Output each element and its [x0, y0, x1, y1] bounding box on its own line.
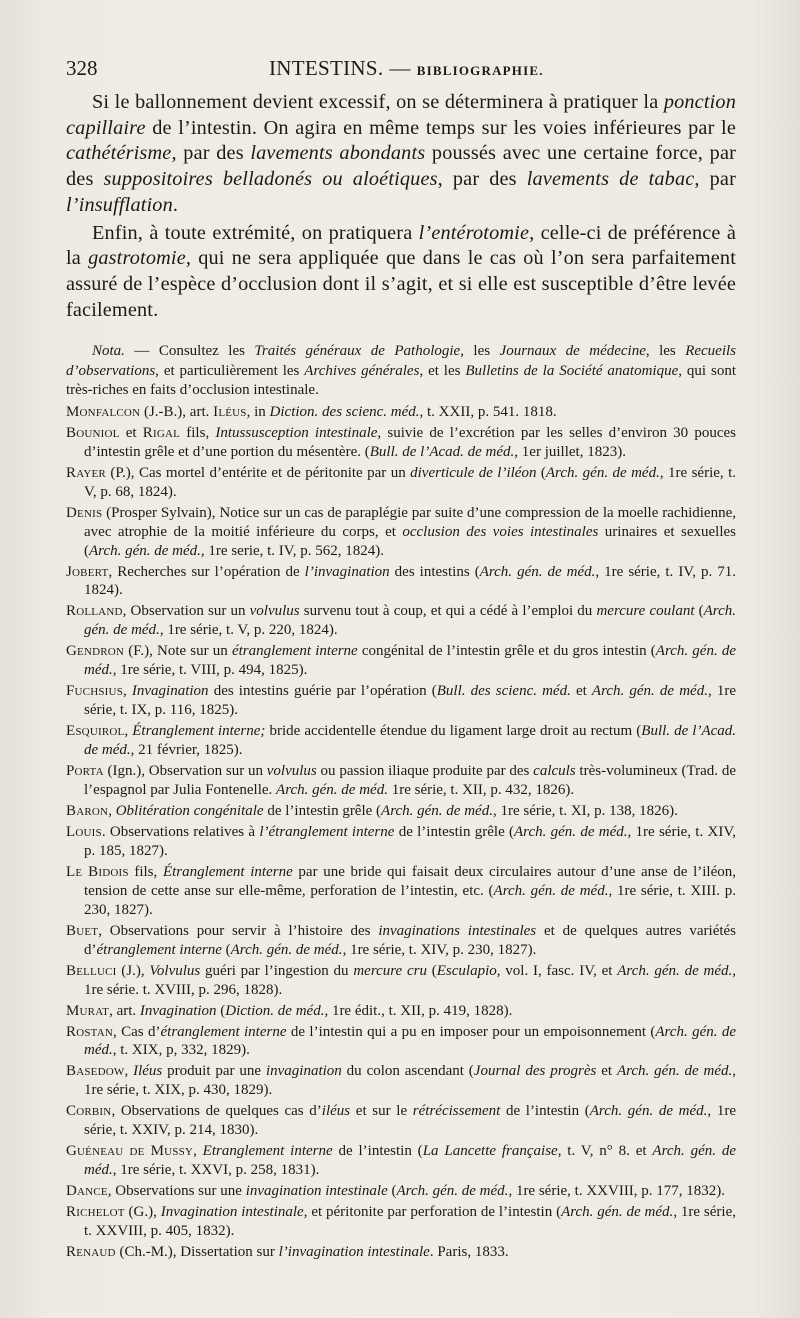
- author-name: Fuchsius: [66, 683, 124, 700]
- text-run: du colon ascendant (: [341, 1063, 474, 1080]
- text-run: , par des: [171, 142, 251, 165]
- running-title-subtitle: BIBLIOGRAPHIE.: [416, 63, 544, 78]
- italic-run: Arch. gén. de méd.: [84, 1023, 737, 1059]
- text-run: très-volumineux (Trad. de l’espagnol par Julia Fontenelle.: [84, 763, 736, 798]
- text-run: , les: [460, 343, 500, 360]
- italic-run: Etranglement interne: [202, 1143, 333, 1160]
- text-run: , t. V, n° 8. et: [557, 1143, 653, 1160]
- italic-run: Bulletins de la Société anatomique: [465, 362, 679, 379]
- italic-run: Arch. gén. de méd.: [230, 941, 343, 958]
- text-run: (: [387, 1183, 397, 1200]
- italic-run: Étranglement interne;: [132, 723, 266, 740]
- text-run: , t. XIX, p, 332, 1829).: [112, 1042, 250, 1059]
- text-run: (G.),: [124, 1204, 161, 1221]
- bibliography-list: [66, 403, 736, 1262]
- author-name: Gendron: [66, 643, 125, 660]
- author-name: Basedow: [66, 1063, 125, 1080]
- text-run: (: [426, 962, 437, 979]
- text-run: (Prosper Sylvain), Notice sur un cas de paraplégie par suite d’une compression de la moelle rachidienne, avec atrophie de la moitié inférieure du corps, et: [84, 504, 736, 540]
- running-title-main: INTESTINS.: [269, 56, 384, 80]
- text-run: ,: [193, 1143, 203, 1160]
- italic-run: l’invagination intestinale: [278, 1244, 430, 1261]
- italic-run: Arch. gén. de méd.: [396, 1183, 509, 1200]
- text-run: ,: [123, 683, 132, 700]
- text-run: , et particulièrement les: [155, 362, 305, 379]
- author-name: Porta: [66, 763, 104, 780]
- body-paragraph: [66, 90, 736, 219]
- italic-run: invagination intestinale: [245, 1183, 388, 1200]
- italic-run: l’entérotomie: [418, 221, 530, 244]
- italic-run: Diction. des scienc. méd.: [269, 403, 420, 420]
- text-run: , vol. I, fasc. IV, et: [496, 962, 618, 979]
- italic-run: l’invagination: [304, 563, 390, 580]
- text-run: (P.), Cas mortel d’entérite et de péritonite par un: [105, 464, 411, 481]
- text-run: , 1er juillet, 1823).: [514, 443, 626, 460]
- italic-run: Arch. gén. de méd.: [84, 603, 736, 639]
- italic-run: Oblitération congénitale: [115, 803, 264, 819]
- text-run: , 1re série, t. XXIV, p. 214, 1830).: [84, 1103, 736, 1139]
- bibliography-entry: [66, 762, 736, 800]
- italic-run: Invagination: [139, 1002, 217, 1019]
- italic-run: diverticule de l’iléon: [410, 464, 537, 481]
- text-run: de l’intestin. On agira en même temps sur les voies inférieures par le: [145, 116, 736, 139]
- author-name: Monfalcon: [66, 403, 141, 420]
- text-run: et de quelques autres variétés d’: [84, 922, 737, 958]
- text-run: (F.), Note sur un: [124, 643, 232, 660]
- italic-run: Invagination: [131, 683, 209, 700]
- page-number: 328: [66, 56, 98, 80]
- text-run: (J.-B.), art.: [140, 403, 214, 420]
- text-run: , 1re série. t. XVIII, p. 296, 1828).: [84, 962, 737, 998]
- italic-run: Arch. gén. de méd.: [84, 1143, 737, 1179]
- text-run: , par des: [437, 168, 527, 191]
- italic-run: Arch. gén. de méd.: [514, 824, 628, 840]
- text-run: , 1re série, t. IV, p. 71. 1824).: [84, 563, 736, 599]
- bibliography-entry: [66, 1002, 736, 1021]
- text-run: , 1re série, t. V, p. 68, 1824).: [84, 464, 736, 500]
- italic-run: Arch. gén. de méd.: [479, 563, 596, 580]
- italic-run: mercure cru: [353, 962, 427, 979]
- italic-run: l’insufflation: [66, 193, 173, 216]
- text-run: de l’intestin (: [332, 1143, 423, 1160]
- running-title: [269, 56, 544, 81]
- italic-run: Bull. de l’Acad. de méd.: [84, 723, 737, 759]
- italic-run: Arch. gén. de méd.: [381, 803, 493, 819]
- text-run: .: [172, 193, 179, 216]
- text-run: , in: [246, 403, 270, 420]
- italic-run: étranglement interne: [160, 1023, 287, 1040]
- italic-run: Étranglement interne: [162, 863, 293, 880]
- text-run: (: [216, 1002, 226, 1019]
- author-name: Esquirol: [66, 723, 125, 740]
- italic-run: iléus: [321, 1103, 351, 1120]
- text-run: , 1re série, t. XIV, p. 185, 1827).: [84, 824, 736, 859]
- author-name: Dance: [66, 1183, 108, 1200]
- text-run: , suivie de l’excrétion par les selles d’environ 30 pouces d’intestin grêle et d’une portion du mésentère. (: [84, 424, 736, 460]
- text-run: , 1re série, t. V, p. 220, 1824).: [159, 622, 338, 639]
- text-run: ,: [124, 723, 133, 740]
- text-run: (J.),: [116, 962, 150, 979]
- italic-run: cathétérisme: [66, 142, 172, 165]
- text-run: — Consultez les: [124, 343, 255, 360]
- running-title-dash: —: [389, 56, 411, 80]
- italic-run: Arch. gén. de méd.: [561, 1204, 674, 1221]
- author-name: Iléus: [213, 403, 247, 420]
- author-name: Jobert: [66, 563, 109, 580]
- page-header: [66, 56, 736, 84]
- author-name: Richelot: [66, 1204, 125, 1221]
- text-run: , par: [694, 168, 736, 191]
- bibliography-entry: [66, 802, 736, 821]
- text-run: . Observations relatives à: [101, 824, 260, 840]
- text-run: , art.: [109, 1002, 140, 1019]
- text-run: produit par une: [162, 1063, 266, 1080]
- text-run: et sur le: [350, 1103, 413, 1120]
- italic-run: Arch. gén. de méd.: [89, 542, 201, 559]
- author-name: Bouniol: [66, 424, 120, 441]
- text-run: par une bride qui faisait deux circulaires autour d’une anse de l’iléon, tension de cette anse sur elle-même, perforation de l’intestin, etc. (: [84, 863, 736, 899]
- italic-run: Invagination intestinale: [160, 1204, 304, 1221]
- text-run: , 1re série, t. XXVIII, p. 177, 1832).: [508, 1183, 726, 1200]
- bibliography-entry: [66, 863, 736, 920]
- bibliography-entry: [66, 642, 736, 680]
- italic-run: lavements de tabac: [526, 168, 695, 191]
- text-run: Enfin, à toute extrémité, on pratiquera: [92, 221, 419, 244]
- italic-run: Arch. gén. de méd.: [276, 782, 388, 798]
- text-run: , 1re série, t. VIII, p. 494, 1825).: [112, 662, 308, 679]
- text-run: fils,: [180, 424, 216, 441]
- text-run: ,: [108, 803, 116, 819]
- author-name: Buet: [66, 922, 99, 939]
- text-run: de l’intestin grêle (: [263, 803, 382, 819]
- bibliography-entry: [66, 823, 736, 861]
- italic-run: suppositoires belladonés ou aloétiques: [103, 168, 438, 191]
- italic-run: calculs: [533, 763, 576, 780]
- text-run: , Cas d’: [113, 1023, 161, 1040]
- text-run: , les: [645, 343, 686, 360]
- italic-run: Bull. des scienc. méd.: [436, 683, 571, 700]
- author-name: Corbin: [66, 1103, 112, 1120]
- italic-run: invaginations intestinales: [378, 922, 537, 939]
- italic-run: Recueils d’observations: [66, 343, 736, 379]
- text-run: fils,: [128, 863, 163, 880]
- bibliography-entry: [66, 1142, 736, 1180]
- italic-run: l’étranglement interne: [259, 824, 395, 840]
- text-run: , Observations de quelques cas d’: [111, 1103, 322, 1120]
- italic-run: volvulus: [266, 763, 317, 780]
- bibliography-entry: [66, 464, 736, 502]
- text-run: guéri par l’ingestion du: [200, 962, 354, 979]
- italic-run: Diction. de méd.: [225, 1002, 325, 1019]
- bibliography-entry: [66, 682, 736, 720]
- text-run: (: [221, 941, 231, 958]
- bibliography-entry: [66, 1243, 736, 1262]
- text-run: et: [596, 1063, 617, 1080]
- italic-run: Arch. gén. de méd.: [493, 882, 609, 899]
- bibliography-entry: [66, 1182, 736, 1201]
- author-name: Rolland: [66, 603, 123, 620]
- text-run: (: [536, 464, 546, 481]
- bibliography-entry: [66, 403, 736, 422]
- author-name: Murat: [66, 1002, 110, 1019]
- author-name: Rostan: [66, 1023, 113, 1040]
- text-run: (: [694, 603, 704, 620]
- italic-run: Journal des progrès: [473, 1063, 597, 1080]
- text-run: des intestins guérie par l’opération (: [208, 683, 437, 700]
- italic-run: Volvulus: [149, 962, 201, 979]
- author-name: Rayer: [66, 464, 106, 481]
- bibliography-entry: [66, 1062, 736, 1100]
- italic-run: Intussusception intestinale: [215, 424, 378, 441]
- italic-run: Iléus: [133, 1063, 163, 1080]
- italic-run: Esculapio: [436, 962, 497, 979]
- italic-run: Nota.: [92, 343, 125, 360]
- text-run: , 1re série, t. XXVI, p. 258, 1831).: [112, 1162, 320, 1179]
- text-run: , qui ne sera appliquée que dans le cas où l’on sera parfaitement assuré de l’espèce d’occlusion dont il s’agit, et si elle est susceptible d’être levée facilement.: [66, 247, 736, 321]
- text-run: de l’intestin grêle (: [394, 824, 514, 840]
- bibliography-entry: [66, 722, 736, 760]
- bibliography-entry: [66, 1203, 736, 1241]
- text-run: , 1re édit., t. XII, p. 419, 1828).: [324, 1002, 513, 1019]
- italic-run: Journaux de médecine: [499, 343, 646, 360]
- text-run: , 1re série, t. XIX, p. 430, 1829).: [84, 1063, 736, 1099]
- page-body: [66, 90, 736, 1264]
- bibliography-entry: [66, 424, 736, 462]
- author-name: Rigal: [142, 424, 181, 441]
- italic-run: invagination: [265, 1063, 342, 1080]
- italic-run: Arch. gén. de méd.: [616, 1063, 733, 1080]
- text-run: , Observations sur une: [107, 1183, 246, 1200]
- bibliography-entry: [66, 504, 736, 561]
- italic-run: mercure coulant: [596, 603, 695, 620]
- text-run: , 1re serie, t. IV, p. 562, 1824).: [200, 542, 384, 559]
- italic-run: Arch. gén. de méd.: [84, 643, 737, 679]
- author-name: Renaud: [66, 1244, 116, 1261]
- author-name: Denis: [66, 504, 103, 521]
- text-run: 1re série, t. XII, p. 432, 1826).: [387, 782, 575, 798]
- text-run: , t. XXII, p. 541. 1818.: [419, 403, 557, 420]
- italic-run: occlusion des voies intestinales: [402, 523, 599, 540]
- italic-run: Bull. de l’Acad. de méd.: [369, 443, 515, 460]
- italic-run: étranglement interne: [96, 941, 222, 958]
- text-run: . Paris, 1833.: [429, 1244, 509, 1261]
- text-run: ou passion iliaque produite par des: [316, 763, 534, 780]
- body-paragraph: [66, 221, 736, 324]
- italic-run: Arch. gén. de méd.: [617, 962, 733, 979]
- text-run: survenu tout à coup, et qui a cédé à l’emploi du: [299, 603, 597, 620]
- text-run: , Observations pour servir à l’histoire des: [98, 922, 379, 939]
- text-run: , celle-ci de préférence à la: [66, 221, 736, 270]
- text-run: urinaires et sexuelles (: [84, 523, 736, 559]
- italic-run: lavements abondants: [250, 142, 426, 165]
- italic-run: Arch. gén. de méd.: [589, 1103, 708, 1120]
- italic-run: gastrotomie: [88, 247, 186, 270]
- italic-run: Arch. gén. de méd.: [591, 683, 708, 700]
- text-run: , 1re série, t. XI, p. 138, 1826).: [492, 803, 678, 819]
- text-run: et: [119, 424, 143, 441]
- text-run: (Ch.-M.), Dissertation sur: [115, 1244, 279, 1261]
- bibliography-entry: [66, 1102, 736, 1140]
- italic-run: rétrécissement: [412, 1103, 501, 1120]
- text-run: , et les: [419, 362, 466, 379]
- author-name: Le Bidois: [66, 863, 129, 880]
- bibliography-entry: [66, 962, 736, 1000]
- text-run: de l’intestin qui a pu en imposer pour un empoisonnement (: [286, 1023, 656, 1040]
- italic-run: La Lancette française: [422, 1143, 558, 1160]
- author-name: Louis: [66, 824, 102, 840]
- author-name: Belluci: [66, 962, 117, 979]
- text-run: poussés avec une certaine force, par des: [66, 142, 736, 191]
- text-run: et: [570, 683, 592, 700]
- text-run: , 1re série, t. XIII. p. 230, 1827).: [84, 882, 736, 918]
- text-run: , Observation sur un: [122, 603, 250, 620]
- italic-run: Archives générales: [304, 362, 420, 379]
- italic-run: ponction capillaire: [66, 91, 736, 139]
- text-run: , 1re série, t. IX, p. 116, 1825).: [84, 683, 736, 719]
- author-name: Baron: [66, 803, 109, 819]
- text-run: des intestins (: [389, 563, 480, 580]
- text-run: congénital de l’intestin grêle et du gros intestin (: [357, 643, 656, 660]
- bibliography-entry: [66, 1023, 736, 1061]
- bibliography-entry: [66, 922, 736, 960]
- text-run: , 1re série, t. XIV, p. 230, 1827).: [342, 941, 537, 958]
- text-run: bride accidentelle étendue du ligament large droit au rectum (: [265, 723, 642, 740]
- text-run: , 21 février, 1825).: [130, 742, 243, 759]
- italic-run: étranglement interne: [231, 643, 358, 660]
- bibliography-entry: [66, 602, 736, 640]
- italic-run: Traités généraux de Pathologie: [254, 343, 461, 360]
- author-name: Guéneau de Mussy: [66, 1143, 194, 1160]
- text-run: , et péritonite par perforation de l’intestin (: [303, 1204, 562, 1221]
- bibliography-entry: [66, 563, 736, 601]
- nota-paragraph: [66, 342, 736, 400]
- text-run: Si le ballonnement devient excessif, on se déterminera à pratiquer la: [92, 91, 664, 113]
- text-run: (Ign.), Observation sur un: [103, 763, 267, 780]
- text-run: ,: [124, 1063, 134, 1080]
- text-run: , qui sont très-riches en faits d’occlusion intestinale.: [66, 362, 736, 398]
- italic-run: volvulus: [249, 603, 300, 620]
- text-run: de l’intestin (: [500, 1103, 590, 1120]
- text-run: , 1re série, t. XXVIII, p. 405, 1832).: [84, 1204, 736, 1240]
- italic-run: Arch. gén. de méd.: [545, 464, 660, 481]
- text-run: , Recherches sur l’opération de: [108, 563, 305, 580]
